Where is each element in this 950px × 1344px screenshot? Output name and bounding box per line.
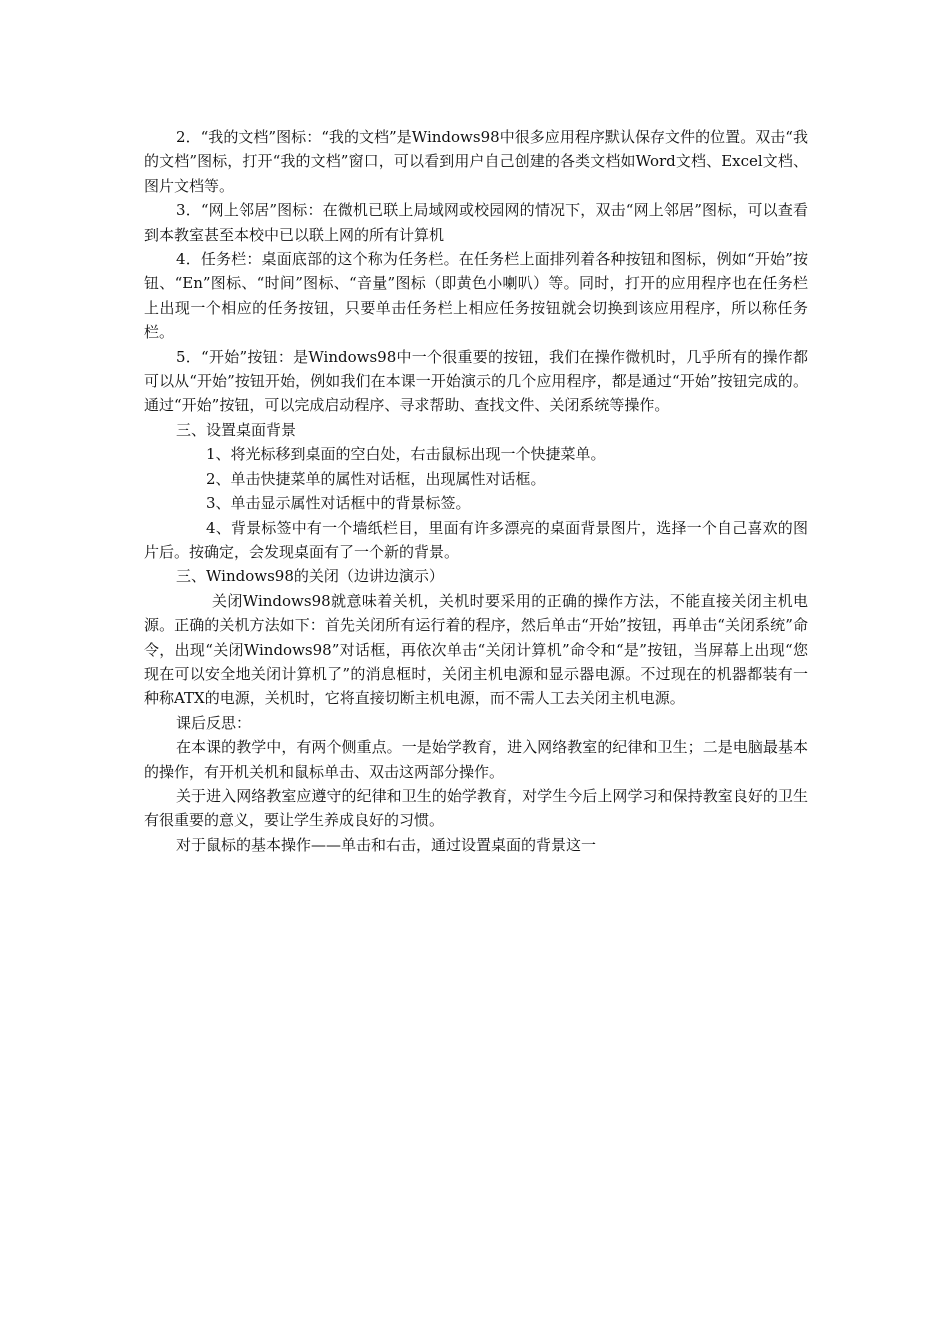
- step-4: 4、背景标签中有一个墙纸栏目，里面有许多漂亮的桌面背景图片，选择一个自己喜欢的图片后。按确定，会发现桌面有了一个新的背景。: [144, 518, 808, 561]
- paragraph-taskbar: 4．任务栏：桌面底部的这个称为任务栏。在任务栏上面排列着各种按钮和图标，例如“开始”按钮、“En”图标、“时间”图标、“音量”图标（即黄色小喇叭）等。同时，打开的应用程序也在任务栏上出现一个相应的任务按钮，只要单击任务栏上相应任务按钮就会切换到该应用程序，所以称任务栏。: [144, 250, 808, 342]
- section-heading-desktop-background: 三、设置桌面背景: [176, 420, 297, 439]
- step-3: 3、单击显示属性对话框中的背景标签。: [206, 494, 471, 513]
- paragraph-my-documents: 2．“我的文档”图标：“我的文档”是Windows98中很多应用程序默认保存文件的位置。双击“我的文档”图标，打开“我的文档”窗口，可以看到用户自己创建的各类文档如Word文档、Excel文档、图片文档等。: [144, 128, 808, 195]
- step-2: 2、单击快捷菜单的属性对话框，出现属性对话框。: [206, 469, 546, 488]
- paragraph-start-button: 5．“开始”按钮：是Windows98中一个很重要的按钮，我们在操作微机时，几乎所有的操作都可以从“开始”按钮开始，例如我们在本课一开始演示的几个应用程序，都是通过“开始”按钮完成的。通过“开始”按钮，可以完成启动程序、寻求帮助、查找文件、关闭系统等操作。: [144, 347, 808, 415]
- body-text: [144, 125, 808, 857]
- paragraph-reflection-3: 对于鼠标的基本操作——单击和右击，通过设置桌面的背景这一: [176, 835, 597, 854]
- paragraph-shutdown: 关闭Windows98就意味着关机，关机时要采用的正确的操作方法，不能直接关闭主机电源。正确的关机方法如下：首先关闭所有运行着的程序，然后单击“开始”按钮，再单击“关闭系统”命令，出现“关闭Windows98”对话框，再依次单击“关闭计算机”命令和“是”按钮，当屏幕上出现“您现在可以安全地关闭计算机了”的消息框时，关闭主机电源和显示器电源。不过现在的机器都装有一种称ATX的电源，关机时，它将直接切断主机电源，而不需人工去关闭主机电源。: [144, 591, 808, 708]
- section-heading-shutdown: 三、Windows98的关闭（边讲边演示）: [176, 567, 444, 586]
- heading-reflection: 课后反思：: [176, 713, 252, 732]
- paragraph-reflection-1: 在本课的教学中，有两个侧重点。一是始学教育，进入网络教室的纪律和卫生；二是电脑最基本的操作，有开机关机和鼠标单击、双击这两部分操作。: [144, 738, 808, 781]
- step-1: 1、将光标移到桌面的空白处，右击鼠标出现一个快捷菜单。: [206, 445, 606, 464]
- paragraph-reflection-2: 关于进入网络教室应遵守的纪律和卫生的始学教育，对学生今后上网学习和保持教室良好的卫生有很重要的意义，要让学生养成良好的习惯。: [144, 786, 808, 830]
- paragraph-network-neighborhood: 3．“网上邻居”图标：在微机已联上局域网或校园网的情况下，双击“网上邻居”图标，可以查看到本教室甚至本校中已以联上网的所有计算机: [144, 201, 808, 244]
